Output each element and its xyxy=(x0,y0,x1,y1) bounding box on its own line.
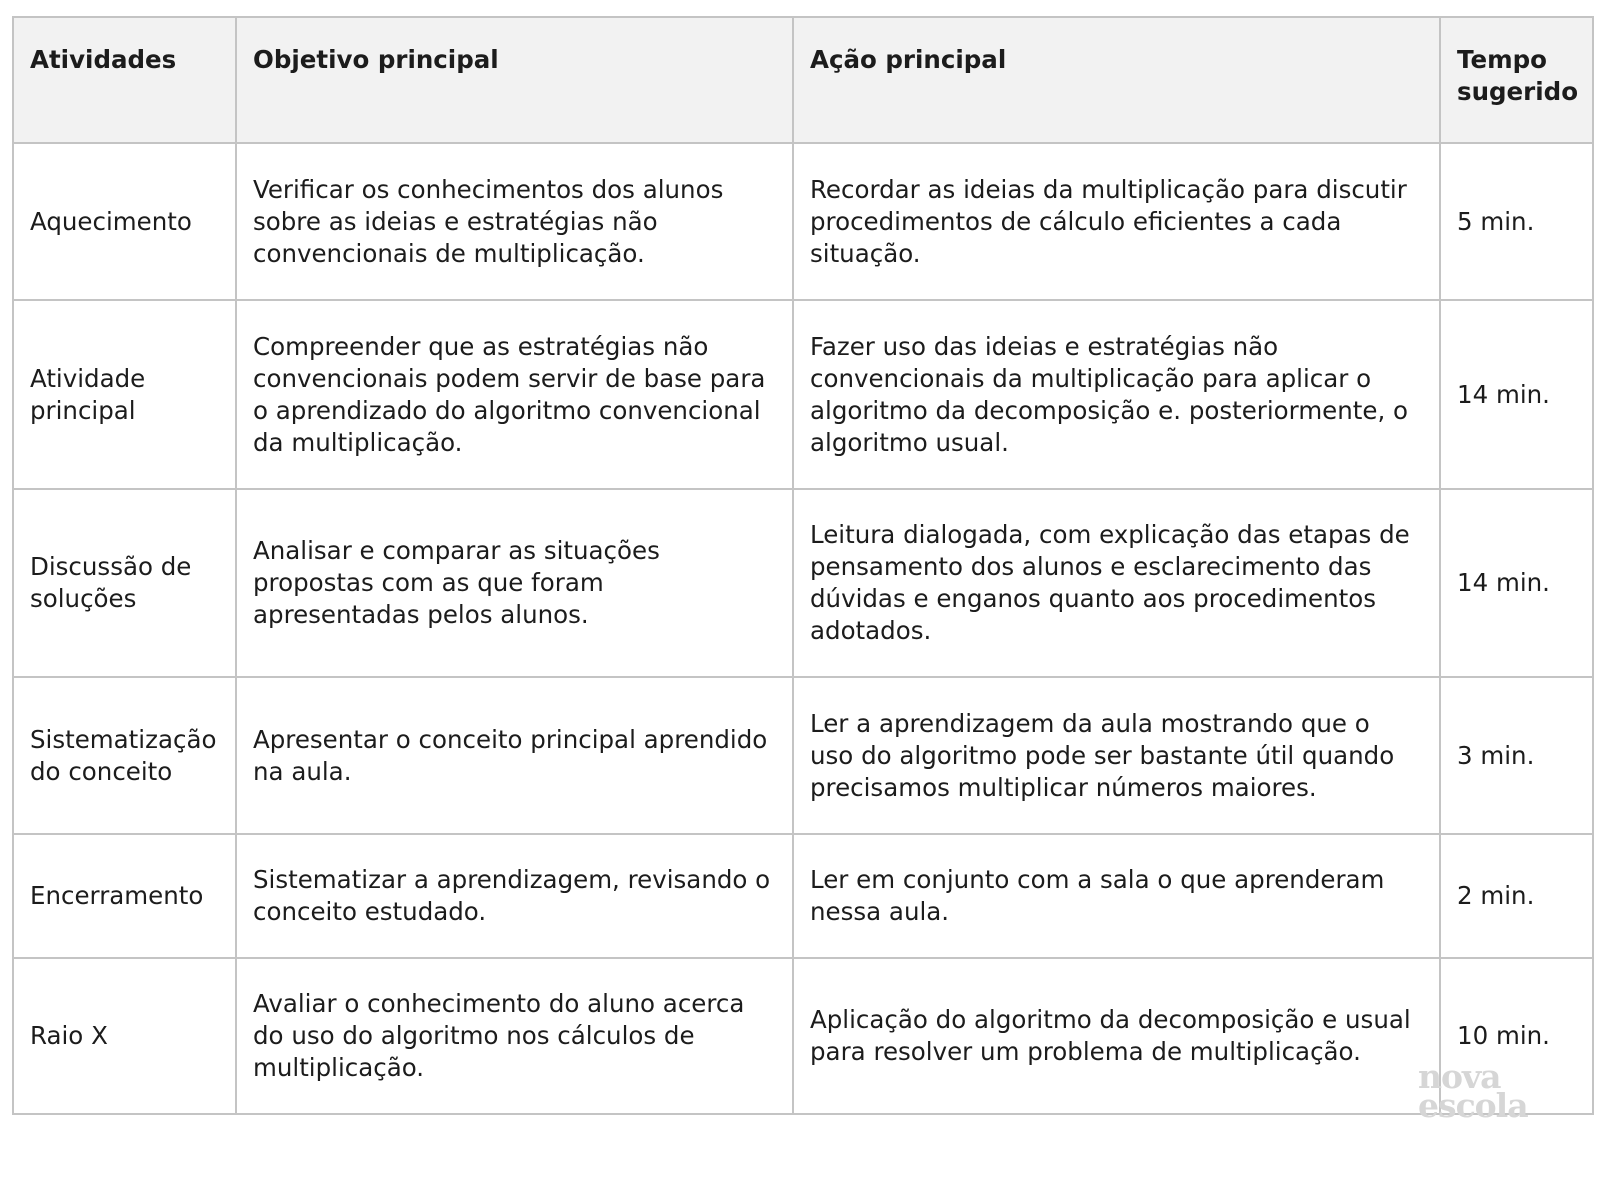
time-cell: 10 min. xyxy=(1440,958,1593,1114)
table-row xyxy=(13,300,1593,489)
objective-cell: Analisar e comparar as situações propostas com as que foram apresentadas pelos alunos. xyxy=(236,489,793,677)
lesson-plan-table xyxy=(12,16,1594,1115)
action-cell: Recordar as ideias da multiplicação para discutir procedimentos de cálculo eficientes a cada situação. xyxy=(793,143,1440,300)
time-cell: 14 min. xyxy=(1440,489,1593,677)
action-cell: Aplicação do algoritmo da decomposição e usual para resolver um problema de multiplicação. xyxy=(793,958,1440,1114)
table-row xyxy=(13,489,1593,677)
table-row xyxy=(13,958,1593,1114)
objective-cell: Compreender que as estratégias não convencionais podem servir de base para o aprendizado do algoritmo convencional da multiplicação. xyxy=(236,300,793,489)
objective-cell: Verificar os conhecimentos dos alunos sobre as ideias e estratégias não convencionais de multiplicação. xyxy=(236,143,793,300)
action-cell: Ler em conjunto com a sala o que aprenderam nessa aula. xyxy=(793,834,1440,958)
activity-cell: Raio X xyxy=(13,958,236,1114)
time-cell: 3 min. xyxy=(1440,677,1593,834)
objective-cell: Apresentar o conceito principal aprendido na aula. xyxy=(236,677,793,834)
header-main-objective: Objetivo principal xyxy=(236,17,793,143)
nova-escola-logo-watermark: nova escola xyxy=(1418,1057,1528,1125)
activity-cell: Aquecimento xyxy=(13,143,236,300)
time-cell: 2 min. xyxy=(1440,834,1593,958)
action-cell: Ler a aprendizagem da aula mostrando que o uso do algoritmo pode ser bastante útil quando precisamos multiplicar números maiores. xyxy=(793,677,1440,834)
activity-cell: Sistematização do conceito xyxy=(13,677,236,834)
header-main-action: Ação principal xyxy=(793,17,1440,143)
table-row xyxy=(13,677,1593,834)
header-activities: Atividades xyxy=(13,17,236,143)
table-row xyxy=(13,834,1593,958)
objective-cell: Sistematizar a aprendizagem, revisando o conceito estudado. xyxy=(236,834,793,958)
activity-cell: Atividade principal xyxy=(13,300,236,489)
table-row xyxy=(13,143,1593,300)
table-header-row xyxy=(13,17,1593,143)
objective-cell: Avaliar o conhecimento do aluno acerca do uso do algoritmo nos cálculos de multiplicação. xyxy=(236,958,793,1114)
time-cell: 14 min. xyxy=(1440,300,1593,489)
action-cell: Leitura dialogada, com explicação das etapas de pensamento dos alunos e esclarecimento das dúvidas e enganos quanto aos procedimentos adotados. xyxy=(793,489,1440,677)
activity-cell: Discussão de soluções xyxy=(13,489,236,677)
action-cell: Fazer uso das ideias e estratégias não convencionais da multiplicação para aplicar o algoritmo da decomposição e. posteriormente, o algoritmo usual. xyxy=(793,300,1440,489)
activity-cell: Encerramento xyxy=(13,834,236,958)
time-cell: 5 min. xyxy=(1440,143,1593,300)
header-suggested-time: Tempo sugerido xyxy=(1440,17,1593,143)
